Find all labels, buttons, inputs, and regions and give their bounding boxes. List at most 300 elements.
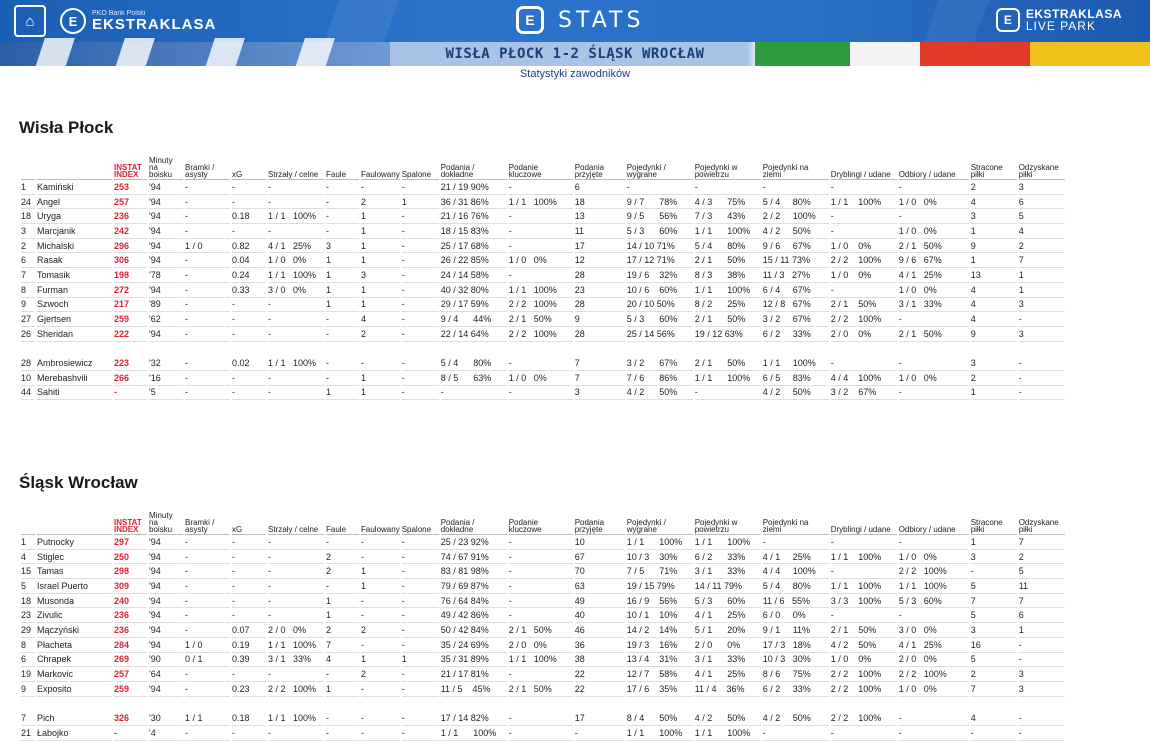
col-tackles-cell: 4 / 1 25% (899, 638, 969, 653)
col-duels-cell: 7 / 5 71% (627, 564, 693, 579)
col-instat-index-cell: 309 (114, 579, 147, 594)
table-row (21, 283, 1065, 298)
col-ground-duels-cell: 6 / 0 0% (763, 608, 829, 623)
col-player-cell[interactable]: Mączyński (37, 623, 112, 638)
col-duels-cell: 13 / 4 31% (627, 653, 693, 668)
col-ground-duels-cell: 8 / 6 75% (763, 667, 829, 682)
col-xg-cell: - (232, 195, 266, 210)
col-minutes-cell: '64 (149, 667, 183, 682)
col-dribbles-cell: 1 / 0 0% (831, 268, 897, 283)
col-player-cell[interactable]: Merebashvili (37, 371, 112, 386)
col-offsides-cell: - (402, 711, 439, 726)
col-fouls-cell: 1 (326, 594, 359, 609)
col-minutes-cell: '62 (149, 312, 183, 327)
col-player-cell[interactable]: Rasak (37, 253, 112, 268)
col-xg-cell: 0.82 (232, 239, 266, 254)
col-player-cell[interactable]: Tomasik (37, 268, 112, 283)
col-offsides-cell: - (402, 638, 439, 653)
col-player-cell[interactable]: Zivulic (37, 608, 112, 623)
col-number-cell: 3 (21, 224, 35, 239)
col-fouls-header: Faule (326, 152, 359, 180)
col-passes-cell: 21 / 19 90% (441, 180, 507, 195)
col-duels-cell: 7 / 6 86% (627, 371, 693, 386)
col-player-cell[interactable]: Sahiti (37, 386, 112, 401)
col-recovered-balls-cell: 6 (1019, 195, 1065, 210)
col-player-cell[interactable]: Łabojko (37, 726, 112, 741)
col-passes-cell: 36 / 31 86% (441, 195, 507, 210)
col-passes-cell: 18 / 15 83% (441, 224, 507, 239)
col-xg-cell: 0.19 (232, 638, 266, 653)
col-offsides-cell: - (402, 608, 439, 623)
col-received-cell: 23 (575, 283, 625, 298)
col-shots-cell: 1 / 1 100% (268, 638, 324, 653)
col-minutes-cell: '94 (149, 594, 183, 609)
col-lost-balls-cell: 4 (971, 298, 1017, 313)
col-goals-assists-cell: - (185, 356, 230, 371)
col-offsides-cell: - (402, 386, 439, 401)
col-shots-cell: - (268, 564, 324, 579)
col-tackles-header: Odbiory / udane (899, 152, 969, 180)
col-shots-cell: - (268, 312, 324, 327)
col-fouls-cell: 1 (326, 268, 359, 283)
col-instat-index-cell: 257 (114, 195, 147, 210)
col-number-cell: 44 (21, 386, 35, 401)
col-player-cell[interactable]: Exposito (37, 682, 112, 697)
col-dribbles-cell: 1 / 1 100% (831, 579, 897, 594)
col-minutes-cell: '94 (149, 209, 183, 224)
col-ground-duels-cell: 3 / 2 67% (763, 312, 829, 327)
match-title: WISŁA PŁOCK 1-2 ŚLĄSK WROCŁAW (445, 46, 705, 62)
col-minutes-cell: '94 (149, 564, 183, 579)
col-instat-index-cell: 223 (114, 356, 147, 371)
col-passes-cell: 8 / 5 63% (441, 371, 507, 386)
col-goals-assists-cell: - (185, 283, 230, 298)
col-instat-index-cell: 259 (114, 312, 147, 327)
col-xg-cell: 0.24 (232, 268, 266, 283)
col-key-passes-cell: 2 / 1 50% (509, 623, 573, 638)
table-row (21, 224, 1065, 239)
team-section-away (19, 473, 1067, 741)
col-offsides-cell: - (402, 298, 439, 313)
col-number-cell: 18 (21, 209, 35, 224)
col-player-cell[interactable]: Israel Puerto (37, 579, 112, 594)
col-received-cell: 17 (575, 239, 625, 254)
col-minutes-cell: '16 (149, 371, 183, 386)
col-shots-cell: - (268, 180, 324, 195)
col-offsides-cell: - (402, 356, 439, 371)
col-received-cell: 67 (575, 550, 625, 565)
col-minutes-cell: '90 (149, 653, 183, 668)
col-dribbles-cell: 4 / 2 50% (831, 638, 897, 653)
col-ground-duels-cell: 5 / 4 80% (763, 195, 829, 210)
league-brand[interactable] (14, 4, 216, 38)
col-duels-cell: 10 / 1 10% (627, 608, 693, 623)
col-instat-index-cell: 272 (114, 283, 147, 298)
col-fouled-cell: 1 (361, 371, 400, 386)
col-player-cell[interactable]: Michalski (37, 239, 112, 254)
col-offsides-cell: - (402, 535, 439, 550)
col-fouls-cell: - (326, 356, 359, 371)
col-minutes-cell: '30 (149, 711, 183, 726)
col-key-passes-cell: - (509, 535, 573, 550)
col-lost-balls-cell: 5 (971, 653, 1017, 668)
col-aerial-duels-cell: 5 / 3 60% (695, 594, 761, 609)
col-fouled-cell: 1 (361, 298, 400, 313)
col-dribbles-cell: - (831, 209, 897, 224)
col-offsides-cell: 1 (402, 653, 439, 668)
col-goals-assists-header: Bramki / asysty (185, 507, 230, 535)
col-dribbles-cell: 1 / 0 0% (831, 239, 897, 254)
col-player-cell[interactable]: Chrapek (37, 653, 112, 668)
table-row (21, 638, 1065, 653)
col-fouled-cell: 1 (361, 209, 400, 224)
col-dribbles-cell: - (831, 224, 897, 239)
col-shots-cell: 3 / 0 0% (268, 283, 324, 298)
col-number-cell: 26 (21, 327, 35, 342)
col-received-cell: 28 (575, 327, 625, 342)
table-row (21, 268, 1065, 283)
col-duels-cell: 5 / 3 60% (627, 224, 693, 239)
col-player-cell[interactable]: Gjertsen (37, 312, 112, 327)
col-minutes-cell: '94 (149, 224, 183, 239)
col-duels-cell: 12 / 7 58% (627, 667, 693, 682)
col-duels-cell: 9 / 5 56% (627, 209, 693, 224)
col-xg-cell: - (232, 550, 266, 565)
col-player-cell[interactable]: Markovic (37, 667, 112, 682)
col-dribbles-cell: 2 / 1 50% (831, 298, 897, 313)
col-lost-balls-cell: 4 (971, 711, 1017, 726)
col-fouls-cell: - (326, 535, 359, 550)
col-fouls-cell: - (326, 195, 359, 210)
col-offsides-header: Spalone (402, 507, 439, 535)
live-park-brand[interactable] (996, 8, 1122, 32)
col-aerial-duels-cell: 6 / 2 33% (695, 550, 761, 565)
col-player-cell[interactable]: Furman (37, 283, 112, 298)
col-fouled-cell: 1 (361, 224, 400, 239)
col-fouls-cell: - (326, 711, 359, 726)
col-offsides-cell: - (402, 579, 439, 594)
col-fouled-cell: 2 (361, 195, 400, 210)
col-ground-duels-cell: 9 / 1 11% (763, 623, 829, 638)
col-tackles-cell: 1 / 0 0% (899, 224, 969, 239)
col-recovered-balls-cell: - (1019, 356, 1065, 371)
table-row (21, 195, 1065, 210)
col-shots-cell: - (268, 371, 324, 386)
col-goals-assists-cell: - (185, 579, 230, 594)
col-fouled-cell: 1 (361, 579, 400, 594)
col-lost-balls-cell: 7 (971, 594, 1017, 609)
col-received-cell: 22 (575, 667, 625, 682)
col-xg-cell: - (232, 594, 266, 609)
col-aerial-duels-cell: 2 / 1 50% (695, 253, 761, 268)
table-row (21, 667, 1065, 682)
col-player-cell[interactable]: Putnocky (37, 535, 112, 550)
table-row (21, 209, 1065, 224)
col-number-cell: 9 (21, 298, 35, 313)
col-passes-cell: 9 / 4 44% (441, 312, 507, 327)
col-aerial-duels-cell: 4 / 3 75% (695, 195, 761, 210)
col-player-cell[interactable]: Marcjanik (37, 224, 112, 239)
col-received-cell: 40 (575, 608, 625, 623)
col-shots-cell: - (268, 535, 324, 550)
col-goals-assists-cell: - (185, 209, 230, 224)
col-lost-balls-cell: 16 (971, 638, 1017, 653)
col-received-cell: 13 (575, 209, 625, 224)
table-row (21, 594, 1065, 609)
col-tackles-cell: 3 / 1 33% (899, 298, 969, 313)
col-aerial-duels-cell: 5 / 4 80% (695, 239, 761, 254)
col-key-passes-cell: - (509, 711, 573, 726)
col-minutes-cell: '32 (149, 356, 183, 371)
col-number-cell: 28 (21, 356, 35, 371)
col-received-cell: 11 (575, 224, 625, 239)
col-instat-index-cell: 217 (114, 298, 147, 313)
col-offsides-cell: - (402, 312, 439, 327)
col-goals-assists-cell: - (185, 224, 230, 239)
col-key-passes-cell: - (509, 268, 573, 283)
col-recovered-balls-cell: 6 (1019, 608, 1065, 623)
col-offsides-cell: - (402, 239, 439, 254)
col-aerial-duels-cell: 4 / 2 50% (695, 711, 761, 726)
col-minutes-header: Minuty na boisku (149, 152, 183, 180)
col-key-passes-cell: - (509, 239, 573, 254)
col-tackles-cell: - (899, 209, 969, 224)
col-key-passes-cell: - (509, 594, 573, 609)
col-xg-cell: 0.07 (232, 623, 266, 638)
col-duels-cell: 10 / 6 60% (627, 283, 693, 298)
col-received-cell: 7 (575, 356, 625, 371)
col-duels-cell: 19 / 3 16% (627, 638, 693, 653)
stats-logo-icon: E (516, 6, 544, 34)
col-offsides-cell: - (402, 667, 439, 682)
col-shots-cell: - (268, 594, 324, 609)
col-instat-index-cell: 242 (114, 224, 147, 239)
col-aerial-duels-cell: 3 / 1 33% (695, 564, 761, 579)
team-title: Wisła Płock (19, 118, 114, 137)
col-dribbles-cell: 3 / 2 67% (831, 386, 897, 401)
col-minutes-cell: '94 (149, 682, 183, 697)
col-key-passes-cell: 2 / 1 50% (509, 682, 573, 697)
col-xg-cell: - (232, 180, 266, 195)
col-player-cell[interactable]: Płacheta (37, 638, 112, 653)
col-received-cell: 6 (575, 180, 625, 195)
col-duels-cell: 1 / 1 100% (627, 535, 693, 550)
col-tackles-cell: - (899, 608, 969, 623)
col-passes-cell: 74 / 67 91% (441, 550, 507, 565)
col-minutes-cell: '94 (149, 535, 183, 550)
col-instat-index-cell: 284 (114, 638, 147, 653)
col-fouls-cell: 1 (326, 253, 359, 268)
col-shots-cell: 2 / 0 0% (268, 623, 324, 638)
col-lost-balls-header: Stracone piłki (971, 507, 1017, 535)
col-dribbles-cell: 1 / 1 100% (831, 550, 897, 565)
col-offsides-cell: - (402, 209, 439, 224)
col-dribbles-cell: - (831, 535, 897, 550)
col-key-passes-cell: - (509, 356, 573, 371)
col-fouls-cell: 1 (326, 608, 359, 623)
col-player-cell[interactable]: Musonda (37, 594, 112, 609)
col-xg-header: xG (232, 152, 266, 180)
col-minutes-cell: '94 (149, 195, 183, 210)
col-shots-cell: 3 / 1 33% (268, 653, 324, 668)
col-fouls-cell: 7 (326, 638, 359, 653)
col-number-cell: 1 (21, 535, 35, 550)
col-player-cell[interactable]: Pich (37, 711, 112, 726)
col-player-cell[interactable]: Sheridan (37, 327, 112, 342)
col-tackles-cell: 2 / 1 50% (899, 327, 969, 342)
col-key-passes-cell: - (509, 209, 573, 224)
col-shots-cell: - (268, 224, 324, 239)
col-key-passes-cell: - (509, 550, 573, 565)
col-received-cell: 63 (575, 579, 625, 594)
table-row (21, 623, 1065, 638)
col-xg-cell: - (232, 327, 266, 342)
page-subtitle: Statystyki zawodników (519, 68, 631, 80)
col-key-passes-cell: 1 / 0 0% (509, 253, 573, 268)
col-player-cell[interactable]: Tamas (37, 564, 112, 579)
col-tackles-cell: 2 / 2 100% (899, 564, 969, 579)
col-xg-cell: - (232, 579, 266, 594)
col-lost-balls-header: Stracone piłki (971, 152, 1017, 180)
col-aerial-duels-cell: 8 / 2 25% (695, 298, 761, 313)
col-lost-balls-cell: 1 (971, 253, 1017, 268)
col-minutes-cell: '94 (149, 550, 183, 565)
stats-brand (516, 6, 644, 34)
col-goals-assists-cell: - (185, 298, 230, 313)
col-number-cell: 4 (21, 550, 35, 565)
col-instat-index-cell: 222 (114, 327, 147, 342)
col-received-cell: 28 (575, 268, 625, 283)
col-offsides-cell: - (402, 283, 439, 298)
col-recovered-balls-cell: - (1019, 653, 1065, 668)
col-player-header (37, 507, 112, 535)
col-ground-duels-cell: 6 / 5 83% (763, 371, 829, 386)
table-row (21, 682, 1065, 697)
col-shots-cell: - (268, 667, 324, 682)
table-row (21, 608, 1065, 623)
col-minutes-cell: '5 (149, 386, 183, 401)
col-aerial-duels-header: Pojedynki w powietrzu (695, 152, 761, 180)
col-received-cell: - (575, 726, 625, 741)
bank-name: PKO Bank Polski (92, 10, 146, 17)
col-goals-assists-cell: - (185, 564, 230, 579)
col-recovered-balls-cell: 5 (1019, 564, 1065, 579)
col-player-cell[interactable]: Szwoch (37, 298, 112, 313)
col-aerial-duels-cell: - (695, 386, 761, 401)
col-received-cell: 22 (575, 682, 625, 697)
col-fouled-cell: - (361, 356, 400, 371)
col-number-cell: 18 (21, 594, 35, 609)
col-instat-index-cell: 298 (114, 564, 147, 579)
col-instat-index-cell: 259 (114, 682, 147, 697)
col-number-header (21, 507, 35, 535)
col-lost-balls-cell: 1 (971, 386, 1017, 401)
col-lost-balls-cell: 13 (971, 268, 1017, 283)
col-ground-duels-cell: 4 / 1 25% (763, 550, 829, 565)
col-dribbles-cell: 2 / 2 100% (831, 312, 897, 327)
col-number-cell: 10 (21, 371, 35, 386)
col-player-cell[interactable]: Angel (37, 195, 112, 210)
col-goals-assists-cell: - (185, 327, 230, 342)
col-passes-cell: - (441, 386, 507, 401)
col-goals-assists-cell: - (185, 312, 230, 327)
col-instat-index-cell: 326 (114, 711, 147, 726)
col-minutes-cell: '94 (149, 180, 183, 195)
col-fouled-cell: 1 (361, 653, 400, 668)
col-dribbles-header: Dryblingi / udane (831, 507, 897, 535)
col-fouls-cell: - (326, 579, 359, 594)
col-passes-cell: 83 / 81 98% (441, 564, 507, 579)
col-xg-cell: 0.02 (232, 356, 266, 371)
col-tackles-cell: - (899, 711, 969, 726)
col-fouled-cell: - (361, 726, 400, 741)
col-recovered-balls-header: Odzyskane piłki (1019, 507, 1065, 535)
col-number-cell: 5 (21, 579, 35, 594)
col-minutes-cell: '94 (149, 239, 183, 254)
col-received-cell: 28 (575, 298, 625, 313)
col-recovered-balls-cell: 1 (1019, 283, 1065, 298)
col-duels-cell: - (627, 180, 693, 195)
col-passes-cell: 25 / 23 92% (441, 535, 507, 550)
col-lost-balls-cell: 4 (971, 283, 1017, 298)
table-row (21, 327, 1065, 342)
col-ground-duels-cell: 4 / 2 50% (763, 711, 829, 726)
col-shots-cell: - (268, 327, 324, 342)
col-lost-balls-cell: 1 (971, 224, 1017, 239)
col-duels-header: Pojedynki / wygrane (627, 507, 693, 535)
player-stats-table (19, 152, 1067, 400)
col-goals-assists-header: Bramki / asysty (185, 152, 230, 180)
col-lost-balls-cell: 4 (971, 195, 1017, 210)
col-passes-cell: 49 / 42 86% (441, 608, 507, 623)
col-xg-cell: 0.04 (232, 253, 266, 268)
col-fouled-cell: 2 (361, 327, 400, 342)
col-offsides-cell: - (402, 623, 439, 638)
col-dribbles-cell: 2 / 0 0% (831, 327, 897, 342)
col-player-cell[interactable]: Stiglec (37, 550, 112, 565)
col-fouled-header: Faulowany (361, 507, 400, 535)
col-received-cell: 9 (575, 312, 625, 327)
team-section-home (19, 118, 1067, 400)
table-row (21, 371, 1065, 386)
col-key-passes-cell: 2 / 2 100% (509, 298, 573, 313)
col-goals-assists-cell: - (185, 550, 230, 565)
table-row (21, 356, 1065, 371)
col-minutes-cell: '94 (149, 638, 183, 653)
col-number-cell: 8 (21, 638, 35, 653)
col-ground-duels-header: Pojedynki na ziemi (763, 507, 829, 535)
col-player-cell[interactable]: Ambrosiewicz (37, 356, 112, 371)
league-name: EKSTRAKLASA (92, 16, 217, 33)
col-duels-cell: 4 / 2 50% (627, 386, 693, 401)
col-key-passes-cell: - (509, 564, 573, 579)
col-fouled-cell: - (361, 550, 400, 565)
col-number-cell: 2 (21, 239, 35, 254)
col-minutes-cell: '94 (149, 327, 183, 342)
col-player-cell[interactable]: Uryga (37, 209, 112, 224)
col-ground-duels-cell: 4 / 2 50% (763, 386, 829, 401)
col-xg-cell: 0.23 (232, 682, 266, 697)
col-player-cell[interactable]: Kamiński (37, 180, 112, 195)
col-ground-duels-cell: 9 / 6 67% (763, 239, 829, 254)
col-fouled-cell: 1 (361, 386, 400, 401)
col-goals-assists-cell: - (185, 535, 230, 550)
col-fouls-cell: 1 (326, 386, 359, 401)
col-received-cell: 3 (575, 386, 625, 401)
col-offsides-cell: - (402, 327, 439, 342)
col-aerial-duels-cell: 2 / 1 50% (695, 356, 761, 371)
col-instat-index-cell: 306 (114, 253, 147, 268)
